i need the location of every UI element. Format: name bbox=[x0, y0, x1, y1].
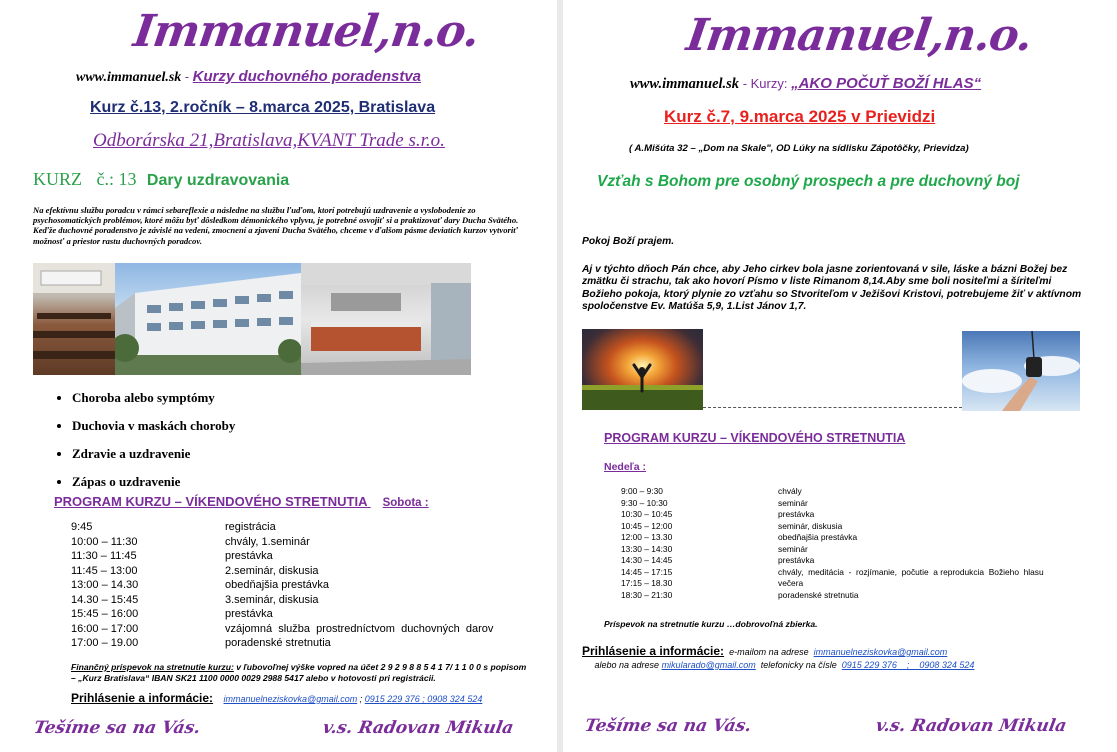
schedule-time: 9:00 – 9:30 bbox=[621, 486, 663, 496]
schedule-time: 14.30 – 15:45 bbox=[71, 593, 139, 606]
intro-paragraph: Na efektívnu službu poradcu v rámci sebareflexie a následne na službu ľuďom, ktorí potrebujú uzdravenie a vyslobodenie zo psychosomatických problémov, ktoré môžu byť dôsledkom démonického vplyvu, je potrebné osvojiť si a praktizovať dary Ducha Svätého. Keďže duchovné poradenstvo je závislé na vedení, zmocnení a zjavení Ducha Svätého, chceme v ďalšom pásme deviatich kurzov vytvoriť možnosť a priestor rastu duchovných poradcov. bbox=[33, 205, 519, 246]
contribution-note: Príspevok na stretnutie kurzu …dobrovoľná zbierka. bbox=[604, 619, 818, 629]
left-flyer-page bbox=[0, 0, 557, 752]
schedule-table bbox=[621, 486, 1086, 608]
topic-item: • Zápas o uzdravenie bbox=[72, 474, 235, 490]
registration-block bbox=[582, 645, 1092, 672]
schedule-activity: obedňajšia prestávka bbox=[778, 532, 858, 542]
building-illustration bbox=[115, 263, 301, 375]
website-url[interactable]: www.immanuel.sk bbox=[630, 76, 740, 92]
classroom-illustration bbox=[33, 263, 115, 375]
course-title-link[interactable]: „AKO POČUŤ BOŽÍ HLAS“ bbox=[791, 75, 982, 92]
greeting: Pokoj Boží prajem. bbox=[582, 236, 675, 247]
schedule-time: 15:45 – 16:00 bbox=[71, 608, 139, 620]
finance-label: Finančný príspevok na stretnutie kurzu: bbox=[71, 662, 234, 672]
schedule-time: 10:45 – 12:00 bbox=[621, 520, 673, 531]
logo: Immanuel,n.o. bbox=[130, 6, 483, 57]
kurz-number: č.: 13 bbox=[96, 169, 137, 189]
schedule-activity: seminár bbox=[778, 497, 808, 508]
phone-sky-illustration bbox=[962, 331, 1080, 411]
sunset-illustration bbox=[582, 329, 703, 410]
schedule-activity: večera bbox=[778, 578, 804, 588]
separator: - bbox=[184, 69, 190, 84]
schedule-activity: prestávka bbox=[778, 509, 815, 519]
classroom-photo bbox=[33, 263, 115, 375]
schedule-time: 10:30 – 10:45 bbox=[621, 509, 673, 519]
course-heading: Kurz č.13, 2.ročník – 8.marca 2025, Bratislava bbox=[90, 99, 436, 116]
schedule-row bbox=[71, 608, 526, 622]
registration-email-link-2[interactable]: mikularado@gmail.com bbox=[661, 660, 756, 670]
schedule-time: 17:15 – 18.30 bbox=[621, 578, 673, 588]
schedule-time: 17:00 – 19.00 bbox=[71, 637, 139, 649]
logo: Immanuel,n.o. bbox=[683, 10, 1036, 61]
kurz-title bbox=[33, 169, 289, 190]
finance-text: v ľubovoľnej výške vopred na účet 2 9 2 9 8 8 5 4 1 7/ 1 1 0 0 s popisom – „Kurz Bratislava“ IBAN SK21 1100 0000 0029 2988 5417 alebo v hotovosti pri registrácii. bbox=[71, 662, 527, 683]
registration-text-3: telefonicky na čísle bbox=[755, 660, 842, 670]
schedule-activity: seminár bbox=[778, 543, 808, 554]
venue-address: ( A.Mišúta 32 – „Dom na Skale", OD Lúky na sídlisku Zápotôčky, Prievidza) bbox=[629, 143, 969, 154]
schedule-time: 12:00 – 13.30 bbox=[621, 532, 673, 542]
registration-separator: ; bbox=[357, 694, 365, 704]
right-flyer-page bbox=[563, 0, 1117, 752]
schedule-time: 11:30 – 11:45 bbox=[71, 550, 137, 562]
website-line bbox=[76, 68, 421, 86]
schedule-time: 13:30 – 14:30 bbox=[621, 543, 673, 554]
schedule-row bbox=[71, 579, 526, 593]
schedule-activity: chvály, meditácia - rozjímanie, počutie a reprodukcia Božieho hlasu bbox=[778, 566, 1044, 577]
schedule-row bbox=[71, 550, 526, 564]
lobby-photo bbox=[301, 263, 471, 375]
schedule-activity: poradenské stretnutia bbox=[778, 589, 859, 600]
kurz-prefix: KURZ bbox=[33, 169, 82, 189]
schedule-time: 9:30 – 10:30 bbox=[621, 497, 668, 508]
topic-item: • Duchovia v maskách choroby bbox=[72, 418, 235, 434]
schedule-row bbox=[71, 594, 526, 608]
program-day: Sobota : bbox=[382, 497, 429, 509]
schedule-activity: seminár, diskusia bbox=[778, 520, 843, 531]
registration-email-link[interactable]: immanuelneziskovka@gmail.com bbox=[223, 694, 358, 704]
schedule-time: 11:45 – 13:00 bbox=[71, 564, 138, 577]
program-title bbox=[54, 494, 429, 509]
registration-text-2: alebo na adrese bbox=[582, 660, 662, 670]
website-line bbox=[630, 75, 981, 93]
registration-phone-link[interactable]: 0915 229 376 ; 0908 324 524 bbox=[364, 694, 483, 704]
schedule-activity: prestávka bbox=[225, 608, 273, 620]
schedule-activity: registrácia bbox=[225, 521, 276, 533]
topic-item: • Zdravie a uzdravenie bbox=[72, 446, 235, 462]
program-title: PROGRAM KURZU – VÍKENDOVÉHO STRETNUTIA bbox=[604, 431, 906, 445]
building-photo bbox=[115, 263, 301, 375]
schedule-row bbox=[71, 623, 526, 637]
schedule-activity: chvály, 1.seminár bbox=[225, 535, 310, 548]
schedule-activity: vzájomná služba prostredníctvom duchovných darov bbox=[225, 622, 494, 635]
schedule-time: 14:30 – 14:45 bbox=[621, 555, 673, 565]
signoff-signature: v.s. Radovan Mikula bbox=[321, 718, 516, 738]
finance-note bbox=[71, 662, 531, 684]
schedule-time: 9:45 bbox=[71, 521, 93, 533]
schedule-activity: prestávka bbox=[225, 550, 273, 562]
schedule-activity: chvály bbox=[778, 486, 802, 496]
lobby-illustration bbox=[301, 263, 471, 375]
schedule-activity: poradenské stretnutia bbox=[225, 637, 331, 649]
topic-list bbox=[72, 390, 235, 502]
intro-paragraph: Aj v týchto dňoch Pán chce, aby Jeho cirkev bola jasne zorientovaná v sile, láske a bázni Božej bez zmätku či strachu, tak ako hovorí Písmo v liste Rimanom 8,14.Aby sme boli nositeľmi a šíriteľmi Božieho pokoja, ktorý plynie zo vzťahu so Stvoriteľom v Ježišovi Kristovi, potrebujeme žiť v aktívnom spoločenstve Ev. Matúša 5,9, 1.List Jánov 1,7. bbox=[582, 264, 1082, 312]
registration-label: Prihlásenie a informácie: bbox=[582, 644, 725, 658]
phone-sky-photo bbox=[962, 331, 1080, 411]
registration-phone-link[interactable]: 0915 229 376 ; 0908 324 524 bbox=[841, 660, 975, 670]
registration-line bbox=[71, 689, 482, 707]
topic-item: • Choroba alebo symptómy bbox=[72, 390, 235, 406]
sunset-photo bbox=[582, 329, 703, 410]
schedule-time: 18:30 – 21:30 bbox=[621, 589, 673, 600]
website-url[interactable]: www.immanuel.sk bbox=[76, 70, 182, 85]
course-prefix: - Kurzy: bbox=[742, 76, 792, 91]
schedule-activity: prestávka bbox=[778, 555, 815, 565]
program-day: Nedeľa : bbox=[604, 461, 646, 473]
schedule-time: 10:00 – 11:30 bbox=[71, 535, 138, 548]
schedule-row bbox=[71, 637, 526, 651]
schedule-row bbox=[71, 565, 526, 579]
schedule-activity: 2.seminár, diskusia bbox=[225, 564, 319, 577]
venue-address: Odborárska 21,Bratislava,KVANT Trade s.r.o. bbox=[93, 130, 445, 151]
schedule-time: 16:00 – 17:00 bbox=[71, 622, 139, 635]
registration-text-1: e-mailom na adrese bbox=[724, 647, 814, 657]
schedule-time: 14:45 – 17:15 bbox=[621, 566, 673, 577]
course-theme: Vzťah s Bohom pre osobný prospech a pre duchovný boj bbox=[597, 173, 1020, 190]
kurz-heading: Kurz č.7, 9.marca 2025 v Prievidzi bbox=[664, 107, 936, 126]
signoff-greeting: Tešíme sa na Vás. bbox=[583, 716, 753, 736]
schedule-activity: 3.seminár, diskusia bbox=[225, 593, 319, 606]
schedule-row bbox=[71, 536, 526, 550]
schedule-row bbox=[71, 521, 526, 535]
kurz-topic: Dary uzdravovania bbox=[146, 172, 290, 189]
signoff-greeting: Tešíme sa na Vás. bbox=[32, 718, 202, 738]
signoff-signature: v.s. Radovan Mikula bbox=[874, 716, 1069, 736]
dashed-divider bbox=[703, 407, 962, 408]
course-series-link[interactable]: Kurzy duchovného poradenstva bbox=[192, 68, 422, 85]
schedule-time: 13:00 – 14.30 bbox=[71, 579, 139, 591]
registration-label: Prihlásenie a informácie: bbox=[71, 691, 214, 705]
schedule-activity: obedňajšia prestávka bbox=[225, 579, 329, 591]
registration-email-link-1[interactable]: immanuelneziskovka@gmail.com bbox=[813, 647, 948, 657]
schedule-table bbox=[71, 521, 526, 656]
program-title-text: PROGRAM KURZU – VÍKENDOVÉHO STRETNUTIA bbox=[54, 494, 367, 509]
